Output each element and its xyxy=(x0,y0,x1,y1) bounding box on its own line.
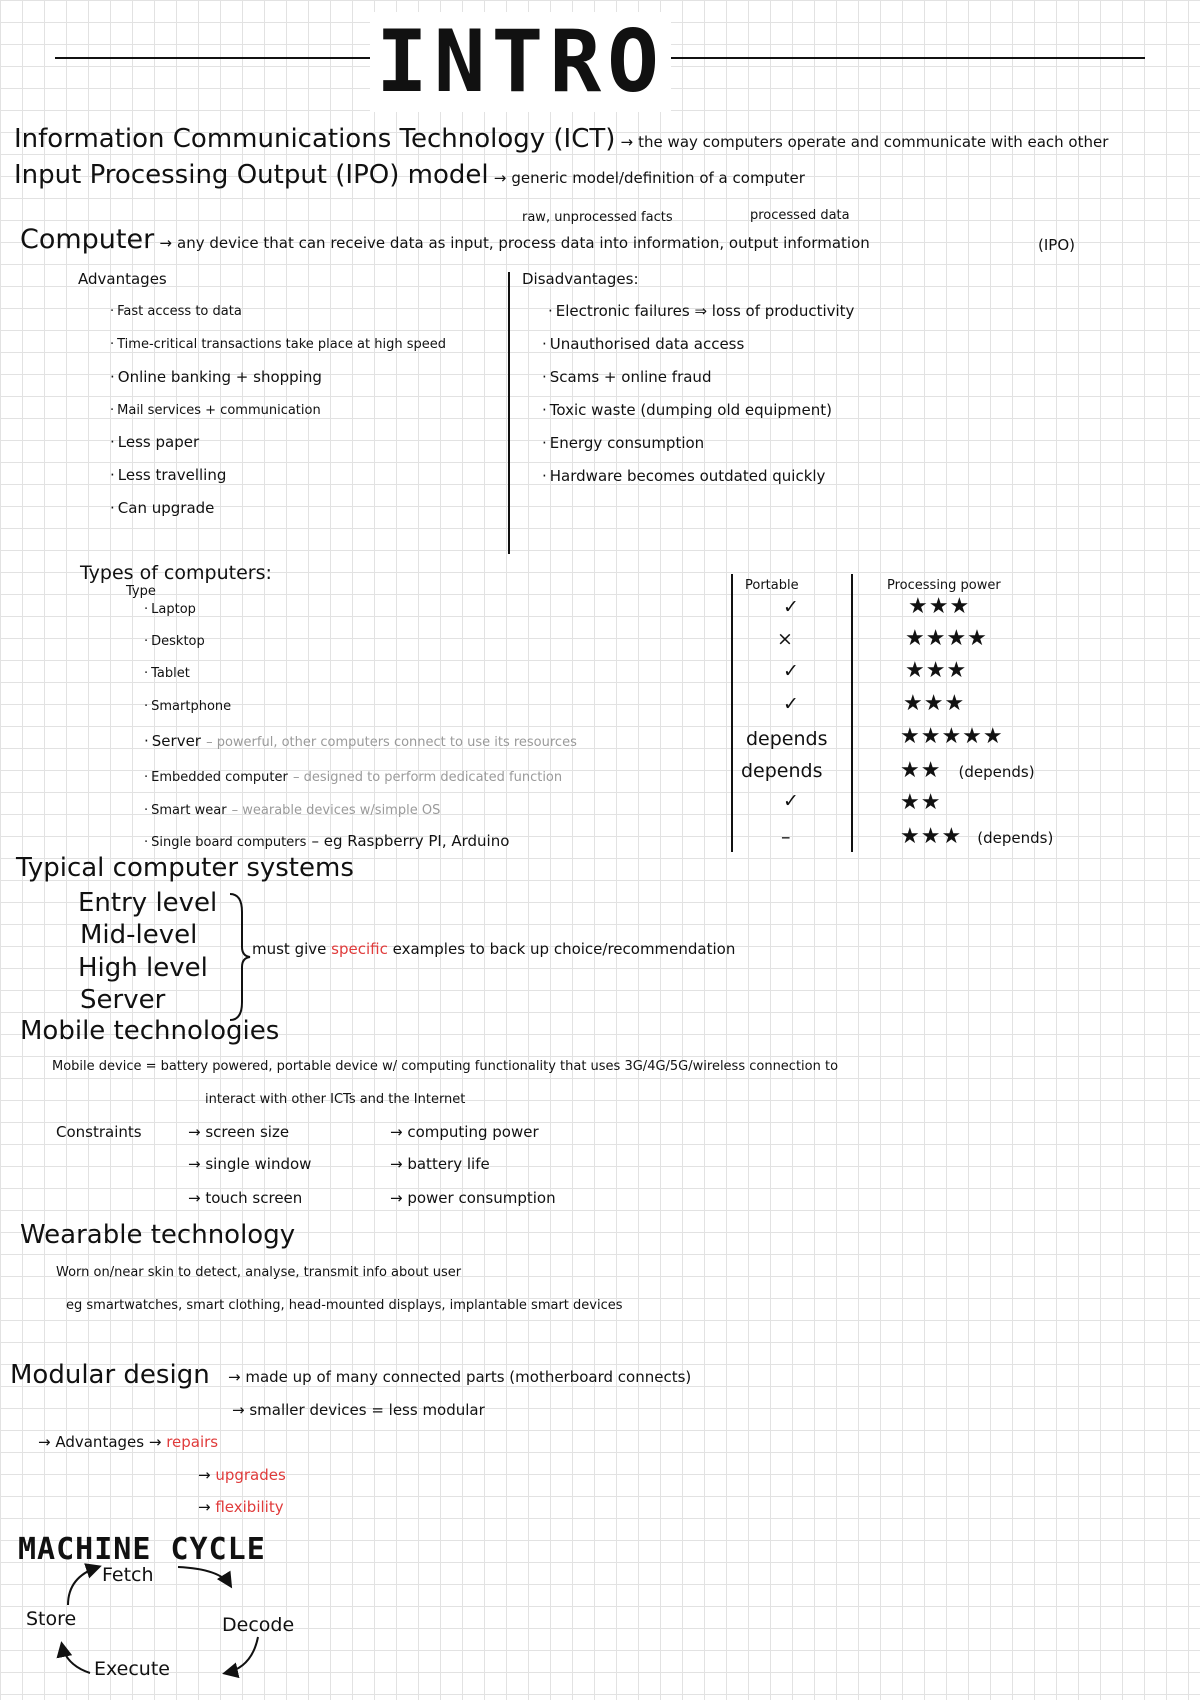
definition-term: Input Processing Output (IPO) model xyxy=(14,160,489,190)
ipo-label: (IPO) xyxy=(1038,236,1075,254)
typical-note-highlight: specific xyxy=(331,940,388,958)
typical-heading: Typical computer systems xyxy=(16,853,354,883)
portable-mark: depends xyxy=(746,728,828,750)
modular-adv-item: upgrades xyxy=(215,1466,286,1484)
mobile-line1: Mobile device = battery powered, portable device w/ computing functionality that uses 3G/4G/5G/wireless connection to xyxy=(52,1059,839,1074)
modular-adv-row xyxy=(198,1466,286,1484)
mobile-heading: Mobile technologies xyxy=(20,1016,280,1046)
constraint-text: battery life xyxy=(407,1155,490,1173)
wearable-heading: Wearable technology xyxy=(20,1220,296,1250)
type-name: · Embedded computer xyxy=(144,770,288,785)
type-note: – wearable devices w/simple OS xyxy=(231,803,441,818)
list-item: · Energy consumption xyxy=(542,434,704,452)
modular-line2 xyxy=(232,1401,485,1419)
power-note: (depends) xyxy=(977,829,1054,847)
arrow-icon: → xyxy=(390,1155,408,1173)
constraint-text: touch screen xyxy=(205,1189,303,1207)
modular-heading: Modular design xyxy=(10,1360,210,1390)
power-stars: ★★★★★ xyxy=(900,724,1004,749)
typical-item: Server xyxy=(80,985,166,1015)
computer-term: Computer xyxy=(20,224,155,255)
arrow-execute-store xyxy=(62,1645,90,1673)
types-heading: Types of computers: xyxy=(80,562,272,584)
constraint-text: power consumption xyxy=(407,1189,556,1207)
definition-ipo xyxy=(14,160,805,190)
cycle-heading: MACHINE CYCLE xyxy=(18,1532,266,1567)
portable-mark: ✓ xyxy=(783,596,799,618)
list-item: · Unauthorised data access xyxy=(542,335,744,353)
constraint-left xyxy=(188,1123,289,1141)
types-divider-left xyxy=(731,574,733,852)
arrow-icon: → xyxy=(144,1433,167,1451)
typical-item: High level xyxy=(78,953,208,983)
list-item: · Less travelling xyxy=(110,466,226,484)
cycle-execute: Execute xyxy=(94,1658,170,1680)
type-note: – designed to perform dedicated function xyxy=(292,770,563,785)
type-name: · Smart wear xyxy=(144,803,227,818)
cycle-store: Store xyxy=(26,1608,77,1630)
type-name: · Smartphone xyxy=(144,699,231,714)
typical-note-after: examples to back up choice/recommendation xyxy=(392,940,736,958)
power-stars: ★★ xyxy=(900,790,942,815)
type-row-embedded xyxy=(144,766,562,785)
computer-desc: any device that can receive data as input, process data into information, output information xyxy=(177,234,870,252)
power-note: (depends) xyxy=(958,763,1035,781)
types-col-portable: Portable xyxy=(745,578,799,593)
arrow-icon: → xyxy=(620,133,634,151)
arrow-icon: → xyxy=(159,234,172,252)
arrow-icon: → xyxy=(188,1155,206,1173)
arrow-icon: → xyxy=(228,1368,246,1386)
power-stars: ★★★ xyxy=(903,691,966,716)
list-item: · Hardware becomes outdated quickly xyxy=(542,467,825,485)
note-processed-data: processed data xyxy=(750,208,850,223)
advantages-divider xyxy=(508,272,510,554)
cycle-fetch: Fetch xyxy=(102,1564,154,1586)
list-item: · Online banking + shopping xyxy=(110,368,322,386)
types-divider-right xyxy=(851,574,853,852)
type-name: · Server xyxy=(144,732,201,750)
arrow-icon: → xyxy=(198,1466,216,1484)
arrow-store-fetch xyxy=(68,1567,98,1605)
arrow-fetch-decode xyxy=(178,1567,230,1585)
arrow-icon: → xyxy=(188,1189,206,1207)
portable-mark: ✓ xyxy=(783,693,799,715)
power-stars: ★★★★ xyxy=(905,626,988,651)
definition-ict xyxy=(14,124,1108,154)
arrow-icon: → xyxy=(493,169,507,187)
constraint-text: screen size xyxy=(205,1123,290,1141)
modular-adv-row xyxy=(198,1498,284,1516)
arrow-icon: → xyxy=(390,1189,408,1207)
portable-mark: – xyxy=(781,826,791,848)
types-col-type: Type xyxy=(126,584,156,599)
type-note: – powerful, other computers connect to use its resources xyxy=(206,735,577,750)
mobile-line2: interact with other ICTs and the Internet xyxy=(205,1092,466,1107)
list-item: · Electronic failures ⇒ loss of productivity xyxy=(548,302,854,320)
constraint-text: computing power xyxy=(407,1123,539,1141)
typical-item: Mid-level xyxy=(80,920,198,950)
constraints-label: Constraints xyxy=(56,1123,142,1141)
arrow-decode-execute xyxy=(226,1637,258,1673)
constraint-left xyxy=(188,1189,302,1207)
power-cell xyxy=(900,758,1035,783)
typical-item: Entry level xyxy=(78,888,218,918)
list-item: · Scams + online fraud xyxy=(542,368,711,386)
power-stars: ★★ xyxy=(900,758,942,783)
typical-note-before: must give xyxy=(252,940,327,958)
power-stars: ★★★ xyxy=(905,658,968,683)
constraint-right xyxy=(390,1155,490,1173)
definition-desc: the way computers operate and communicate with each other xyxy=(638,133,1109,151)
type-note: – eg Raspberry PI, Arduino xyxy=(311,832,510,850)
arrow-icon: → xyxy=(232,1401,250,1419)
modular-line1 xyxy=(228,1368,691,1386)
power-cell xyxy=(900,824,1053,849)
computer-definition xyxy=(20,224,870,255)
list-item: · Fast access to data xyxy=(110,304,242,319)
portable-mark: ✓ xyxy=(783,660,799,682)
type-name: · Laptop xyxy=(144,602,196,617)
arrow-icon: → xyxy=(198,1498,216,1516)
arrow-icon: → xyxy=(390,1123,408,1141)
note-raw-facts: raw, unprocessed facts xyxy=(522,210,673,225)
power-stars: ★★★ xyxy=(908,594,971,619)
type-row-singleboard xyxy=(144,831,509,850)
arrow-icon: → xyxy=(38,1433,56,1451)
type-name: · Single board computers xyxy=(144,835,306,850)
page-title: INTRO xyxy=(370,12,671,112)
modular-line2-text: smaller devices = less modular xyxy=(249,1401,485,1419)
list-item: · Mail services + communication xyxy=(110,403,321,418)
typical-note xyxy=(252,940,735,958)
portable-mark: depends xyxy=(741,760,823,782)
advantages-label: Advantages xyxy=(78,270,167,288)
list-item: · Less paper xyxy=(110,433,199,451)
portable-mark: × xyxy=(777,628,793,650)
modular-adv-item: flexibility xyxy=(215,1498,284,1516)
cycle-decode: Decode xyxy=(222,1614,295,1636)
modular-adv-item: repairs xyxy=(166,1433,219,1451)
arrow-icon: → xyxy=(188,1123,206,1141)
definition-term: Information Communications Technology (ICT) xyxy=(14,124,616,154)
type-name: · Tablet xyxy=(144,666,190,681)
type-name: · Desktop xyxy=(144,634,205,649)
list-item: · Toxic waste (dumping old equipment) xyxy=(542,401,832,419)
modular-adv-label: Advantages xyxy=(55,1433,145,1451)
disadvantages-label: Disadvantages: xyxy=(522,270,639,288)
types-col-power: Processing power xyxy=(887,578,1001,593)
list-item: · Can upgrade xyxy=(110,499,214,517)
constraint-right xyxy=(390,1189,556,1207)
power-stars: ★★★ xyxy=(900,824,963,849)
constraint-left xyxy=(188,1155,311,1173)
modular-line1-text: made up of many connected parts (motherboard connects) xyxy=(245,1368,692,1386)
list-item: · Time-critical transactions take place at high speed xyxy=(110,337,446,352)
portable-mark: ✓ xyxy=(783,790,799,812)
wearable-line1: Worn on/near skin to detect, analyse, transmit info about user xyxy=(56,1265,462,1280)
constraint-right xyxy=(390,1123,539,1141)
constraint-text: single window xyxy=(205,1155,312,1173)
type-row-server xyxy=(144,731,577,750)
type-row-smartwear xyxy=(144,799,440,818)
definition-desc: generic model/definition of a computer xyxy=(511,169,805,187)
modular-advantages xyxy=(38,1433,218,1451)
typical-brace xyxy=(228,892,252,1022)
wearable-line2: eg smartwatches, smart clothing, head-mounted displays, implantable smart devices xyxy=(66,1298,623,1313)
